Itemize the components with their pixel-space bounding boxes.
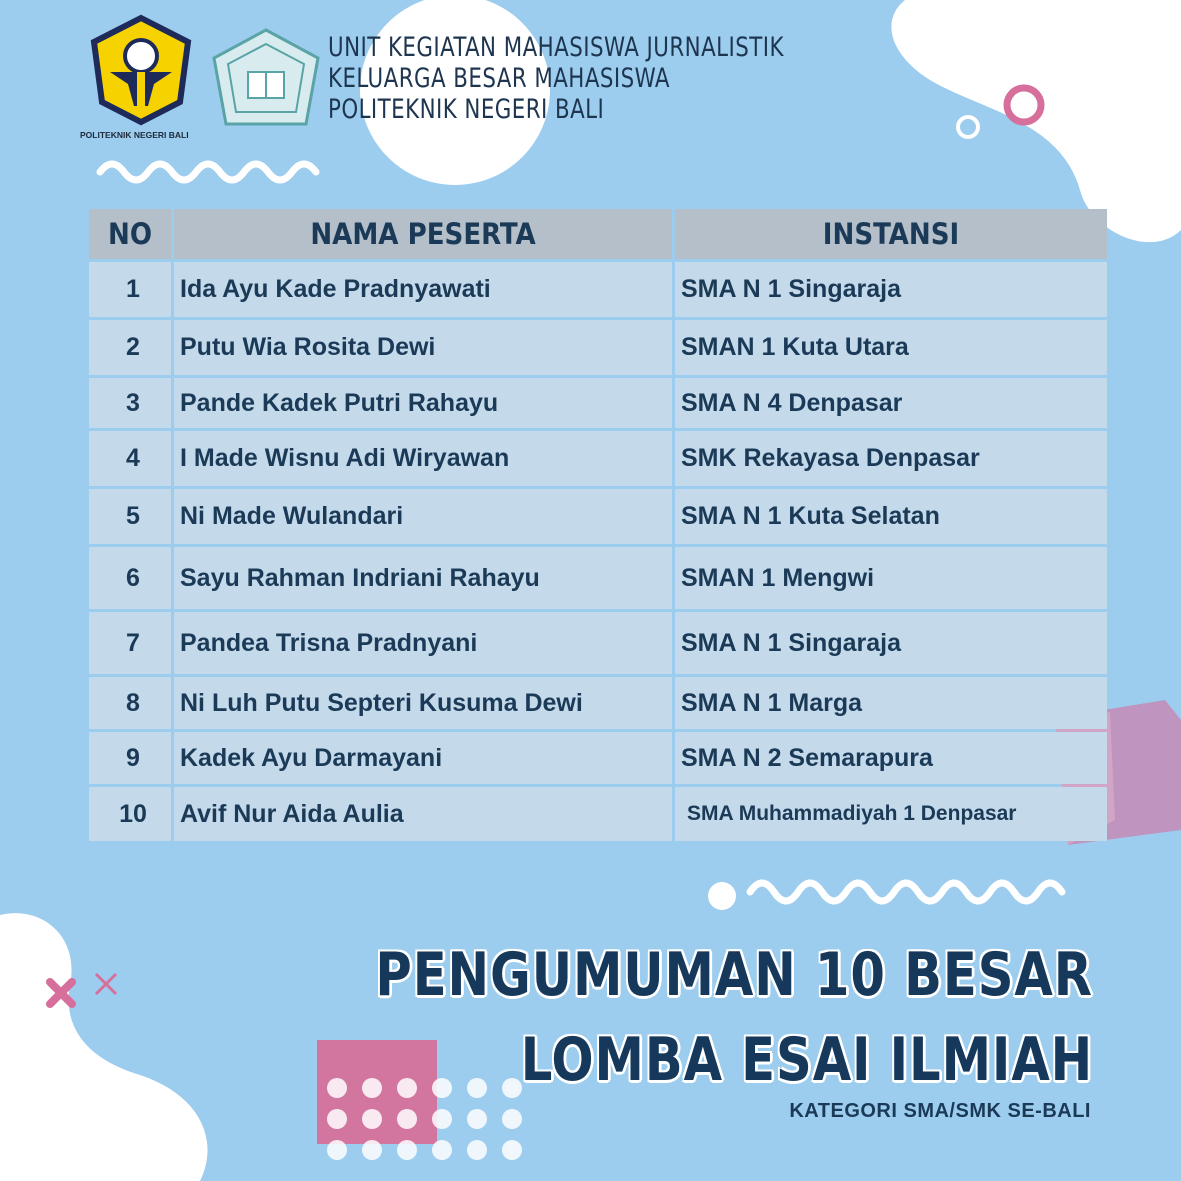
row-number: 5 (89, 489, 171, 544)
pnb-logo-label: POLITEKNIK NEGERI BALI (80, 130, 189, 140)
participant-name: Kadek Ayu Darmayani (174, 732, 672, 784)
institution: SMAN 1 Mengwi (675, 547, 1107, 609)
pnb-logo-icon (88, 14, 194, 126)
institution: SMA Muhammadiyah 1 Denpasar (675, 787, 1107, 841)
table-row (89, 489, 1107, 544)
announcement-title: PENGUMUMAN 10 BESAR (375, 940, 1093, 1010)
table-row (89, 320, 1107, 375)
participant-name: Pandea Trisna Pradnyani (174, 612, 672, 674)
row-number: 4 (89, 431, 171, 486)
participant-name: Pande Kadek Putri Rahayu (174, 378, 672, 428)
table-row (89, 612, 1107, 674)
row-number: 1 (89, 262, 171, 317)
bottom-left-blob (0, 913, 208, 1181)
header-no: NO (89, 209, 171, 259)
table-row (89, 262, 1107, 317)
bottom-wave (750, 883, 1062, 901)
row-number: 3 (89, 378, 171, 428)
header-line-2: KELUARGA BESAR MAHASISWA (328, 63, 671, 94)
header-line-1: UNIT KEGIATAN MAHASISWA JURNALISTIK (328, 32, 784, 63)
institution: SMK Rekayasa Denpasar (675, 431, 1107, 486)
institution: SMA N 4 Denpasar (675, 378, 1107, 428)
header-line-3: POLITEKNIK NEGERI BALI (328, 94, 605, 125)
institution: SMA N 1 Marga (675, 677, 1107, 729)
finalist-table (86, 206, 1110, 844)
header-name: NAMA PESERTA (174, 209, 672, 259)
institution: SMA N 1 Singaraja (675, 612, 1107, 674)
participant-name: Ida Ayu Kade Pradnyawati (174, 262, 672, 317)
white-dot (708, 882, 736, 910)
participant-name: I Made Wisnu Adi Wiryawan (174, 431, 672, 486)
participant-name: Avif Nur Aida Aulia (174, 787, 672, 841)
row-number: 2 (89, 320, 171, 375)
row-number: 9 (89, 732, 171, 784)
table-row (89, 677, 1107, 729)
table-row (89, 431, 1107, 486)
jurnalistik-emblem-icon (210, 28, 322, 132)
participant-name: Ni Luh Putu Septeri Kusuma Dewi (174, 677, 672, 729)
row-number: 6 (89, 547, 171, 609)
row-number: 8 (89, 677, 171, 729)
participant-name: Putu Wia Rosita Dewi (174, 320, 672, 375)
pink-x-outline-icon (96, 974, 116, 994)
table-row (89, 378, 1107, 428)
row-number: 10 (89, 787, 171, 841)
table-header-row (89, 209, 1107, 259)
participant-name: Ni Made Wulandari (174, 489, 672, 544)
competition-title: LOMBA ESAI ILMIAH (520, 1025, 1093, 1095)
organization-header (328, 32, 784, 125)
white-ring (958, 117, 978, 137)
institution: SMA N 1 Kuta Selatan (675, 489, 1107, 544)
table-row (89, 732, 1107, 784)
participant-name: Sayu Rahman Indriani Rahayu (174, 547, 672, 609)
header-institution: INSTANSI (675, 209, 1107, 259)
row-number: 7 (89, 612, 171, 674)
table-row (89, 547, 1107, 609)
category-subtitle: KATEGORI SMA/SMK SE-BALI (789, 1100, 1091, 1122)
institution: SMA N 2 Semarapura (675, 732, 1107, 784)
institution: SMAN 1 Kuta Utara (675, 320, 1107, 375)
top-wave (100, 164, 316, 180)
table-row (89, 787, 1107, 841)
institution: SMA N 1 Singaraja (675, 262, 1107, 317)
